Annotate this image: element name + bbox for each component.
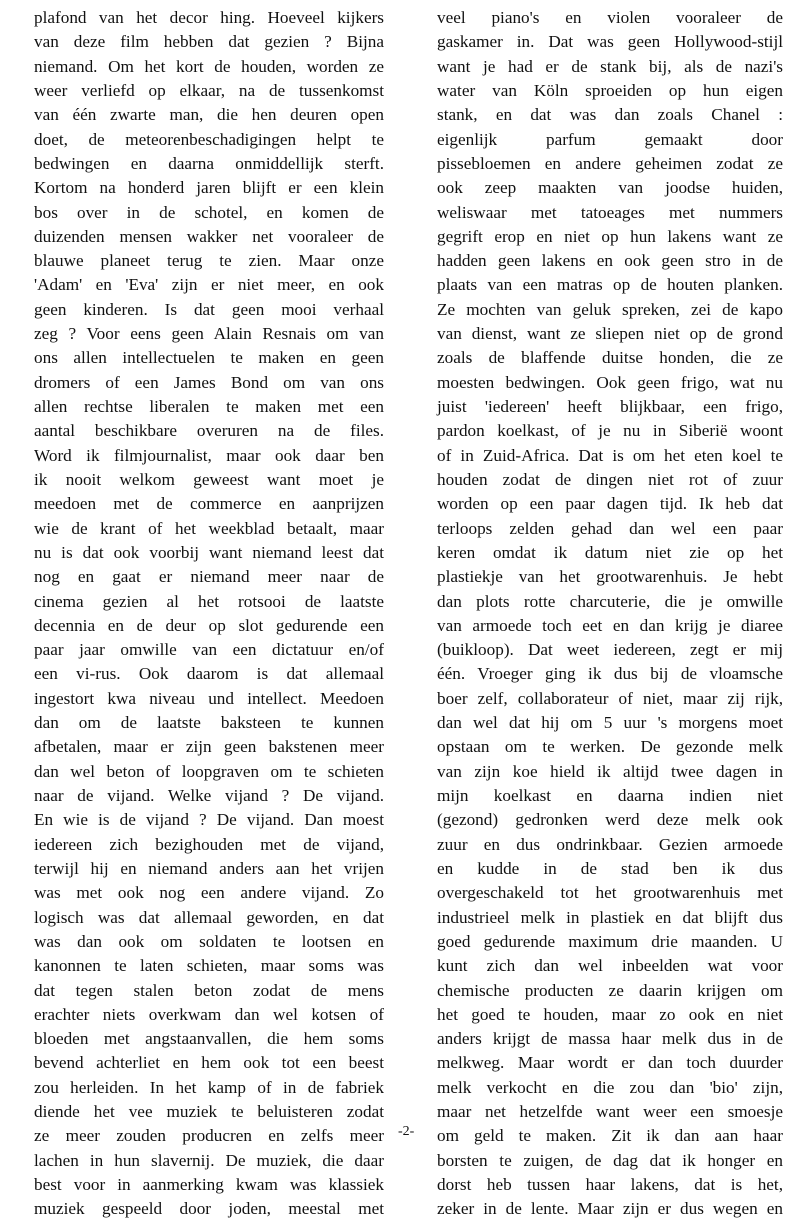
- text-line: zeg ? Voor eens geen Alain Resnais om van: [34, 324, 384, 344]
- text-line: eigenlijk parfum gemaakt door: [437, 129, 783, 149]
- text-line: Ze mochten van geluk spreken, zei de kapo: [437, 299, 783, 319]
- text-line: plaats van een matras op de houten planken.: [437, 275, 783, 295]
- page-number: -2-: [398, 1124, 415, 1139]
- text-line: van deze film hebben dat gezien ? Bijna: [34, 32, 384, 52]
- text-line: hadden geen lakens en ook geen stro in de: [437, 251, 783, 271]
- text-line: iedereen zich bezighouden met de vijand,: [34, 834, 384, 854]
- text-line: het goed te houden, maar zo ook en niet: [437, 1004, 783, 1024]
- text-line: ingestort kwa niveau und intellect. Meedoen: [34, 688, 384, 708]
- text-line: cinema gezien al het rotsooi de laatste: [34, 591, 384, 611]
- text-line: gaskamer in. Dat was geen Hollywood-stijl: [437, 32, 783, 52]
- text-line: en kudde in de stad ben ik dus: [437, 858, 783, 878]
- text-line: borsten te zuigen, de dag dat ik honger en: [437, 1150, 783, 1170]
- text-line: dan wel beton of loopgraven om te schieten: [34, 761, 384, 781]
- text-line: muziek gespeeld door joden, meestal met: [34, 1199, 384, 1219]
- text-line: meedoen met de commerce en aanprijzen: [34, 494, 384, 514]
- text-line: zeker in de lente. Maar zijn er dus wegen en: [437, 1199, 783, 1219]
- text-line: weer verliefd op elkaar, na de tussenkomst: [34, 80, 384, 100]
- text-line: mijn koelkast en daarna indien niet: [437, 786, 783, 805]
- text-line: erachter niets overkwam dan wel kotsen of: [34, 1004, 384, 1024]
- text-line: water van Köln sproeiden op hun eigen: [437, 80, 783, 100]
- text-line: plastiekje van het grootwarenhuis. Je hebt: [437, 567, 783, 587]
- text-line: plafond van het decor hing. Hoeveel kijkers: [34, 8, 384, 27]
- text-line: van zijn koe hield ik altijd twee dagen in: [437, 761, 783, 781]
- text-line: blauwe planeet terug te zien. Maar onze: [34, 251, 384, 271]
- text-line: Word ik filmjournalist, maar ook daar ben: [34, 445, 384, 465]
- text-line: ik nooit welkom geweest want moet je: [34, 469, 384, 489]
- text-line: kanonnen te laten schieten, maar soms was: [34, 956, 384, 976]
- text-line: weliswaar met tatoeages met nummers: [437, 202, 783, 222]
- text-line: dorst heb tussen haar lakens, dat is het,: [437, 1175, 783, 1194]
- text-line: veel piano's en violen vooraleer de: [437, 8, 783, 27]
- text-line: melk verkocht en die zou dan 'bio' zijn,: [437, 1077, 783, 1097]
- text-line: terloops zelden gehad dan wel een paar: [437, 518, 783, 538]
- text-line: niemand. Om het kort de houden, worden ze: [34, 56, 384, 76]
- text-line: maar net hetzelfde want weer een smoesje: [437, 1102, 783, 1122]
- text-line: dan plots rotte charcuterie, die je omwille: [437, 591, 783, 611]
- text-line: industrieel melk in plastiek en dat blijft dus: [437, 907, 783, 927]
- text-line: nog en gaat er niemand meer naar de: [34, 567, 384, 587]
- text-line: gegrift erop en niet op hun lakens want ze: [437, 226, 783, 246]
- text-line: pissebloemen en andere geheimen zodat ze: [437, 153, 783, 173]
- text-line: wie de krant of het weekblad betaalt, maar: [34, 518, 384, 538]
- text-line: zoals de blaffende duitse honden, die ze: [437, 348, 783, 368]
- text-line: dan wel dat hij om 5 uur 's morgens moet: [437, 713, 783, 733]
- text-line: zuur en dus ondrinkbaar. Gezien armoede: [437, 834, 783, 854]
- text-line: juist 'iedereen' heeft blijkbaar, een frigo,: [437, 397, 783, 416]
- text-line: paar jaar omwille van een dictatuur en/of: [34, 640, 384, 660]
- text-line: om geld te maken. Zit ik dan aan haar: [437, 1126, 783, 1146]
- text-line: was met ook nog een andere vijand. Zo: [34, 883, 384, 903]
- text-line: want je had er de stank bij, als de nazi's: [437, 56, 783, 76]
- text-line: geen kinderen. Is dat geen mooi verhaal: [34, 299, 384, 319]
- text-line: anders krijgt de massa haar melk dus in de: [437, 1029, 783, 1049]
- text-line: decennia en de deur op slot gedurende een: [34, 615, 384, 635]
- text-line: of in Zuid-Africa. Dat is om het eten koel te: [437, 445, 783, 465]
- text-line: worden op een paar dagen tijd. Ik heb dat: [437, 494, 783, 514]
- text-line: nu is dat ook voorbij want niemand leest dat: [34, 542, 384, 562]
- text-line: ons allen intellectuelen te maken en geen: [34, 348, 384, 368]
- text-line: afbetalen, maar er zijn geen bakstenen meer: [34, 737, 384, 757]
- text-line: logisch was dat allemaal geworden, en dat: [34, 907, 384, 927]
- text-line: pardon koelkast, of je nu in Siberië woont: [437, 421, 783, 441]
- text-line: zou herleiden. In het kamp of in de fabriek: [34, 1077, 384, 1097]
- text-line: bedwingen en daarna onmiddellijk sterft.: [34, 153, 384, 173]
- text-line: houden zodat de dingen niet rot of zuur: [437, 469, 783, 489]
- text-line: doet, de meteorenbeschadigingen helpt te: [34, 129, 384, 149]
- text-line: van dienst, want ze sliepen niet op de grond: [437, 324, 783, 344]
- text-line: (buikloop). Dat weet iedereen, zegt er mij: [437, 640, 783, 660]
- text-line: bos over in de schotel, en komen de: [34, 202, 384, 222]
- text-line: 'Adam' en 'Eva' zijn er niet meer, en ook: [34, 275, 384, 295]
- text-line: opstaan om te werken. De gezonde melk: [437, 737, 783, 757]
- text-line: één. Vroeger ging ik dus bij de vloamsche: [437, 664, 783, 684]
- text-line: lachen in hun slavernij. De muziek, die daar: [34, 1150, 384, 1170]
- text-line: bevend achterliet en hem ook tot een beest: [34, 1053, 384, 1073]
- text-line: moesten bedwingen. Ook geen frigo, wat nu: [437, 372, 783, 392]
- text-line: chemische producten ze daarin krijgen om: [437, 980, 783, 1000]
- text-line: ook zeep maakten van joodse huiden,: [437, 178, 783, 198]
- text-line: best voor in aanmerking kwam was klassiek: [34, 1175, 384, 1194]
- text-line: van armoede toch eet en dan krijg je diaree: [437, 615, 783, 635]
- right-text-column: [437, 6, 783, 1222]
- text-line: duizenden mensen wakker net vooraleer de: [34, 226, 384, 246]
- text-line: Kortom na honderd jaren blijft er een klein: [34, 178, 384, 198]
- text-line: (gezond) gedronken werd deze melk ook: [437, 810, 783, 830]
- text-line: boer zelf, collaborateur of niet, maar zij rijk,: [437, 688, 783, 708]
- text-line: terwijl hij en niemand anders aan het vrijen: [34, 858, 384, 878]
- text-line: naar de vijand. Welke vijand ? De vijand.: [34, 786, 384, 805]
- text-line: dromers of een James Bond om van ons: [34, 372, 384, 392]
- text-line: van één zwarte man, die hen deuren open: [34, 105, 384, 125]
- left-text-column: [34, 6, 384, 1222]
- text-line: keren omdat ik datum niet zie op het: [437, 542, 783, 562]
- text-line: was dan ook om soldaten te lootsen en: [34, 931, 384, 951]
- text-line: overgeschakeld tot het grootwarenhuis met: [437, 883, 783, 903]
- text-line: ze meer zouden producren en zelfs meer: [34, 1126, 384, 1146]
- text-line: En wie is de vijand ? De vijand. Dan moest: [34, 810, 384, 830]
- text-line: een vi-rus. Ook daarom is dat allemaal: [34, 664, 384, 684]
- text-line: allen rechtse liberalen te maken met een: [34, 397, 384, 416]
- text-line: goed gedurende maximum drie maanden. U: [437, 931, 783, 951]
- text-line: stank, en dat was dan zoals Chanel :: [437, 105, 783, 125]
- text-line: diende het vee muziek te beluisteren zodat: [34, 1102, 384, 1122]
- text-line: melkweg. Maar wordt er dan toch duurder: [437, 1053, 783, 1073]
- text-line: dan om de laatste baksteen te kunnen: [34, 713, 384, 733]
- text-line: bloeden met angstaanvallen, die hem soms: [34, 1029, 384, 1049]
- text-line: aantal beschikbare overuren na de files.: [34, 421, 384, 441]
- text-line: kunt zich dan wel inbeelden wat voor: [437, 956, 783, 976]
- text-line: dat tegen stalen beton zodat de mens: [34, 980, 384, 1000]
